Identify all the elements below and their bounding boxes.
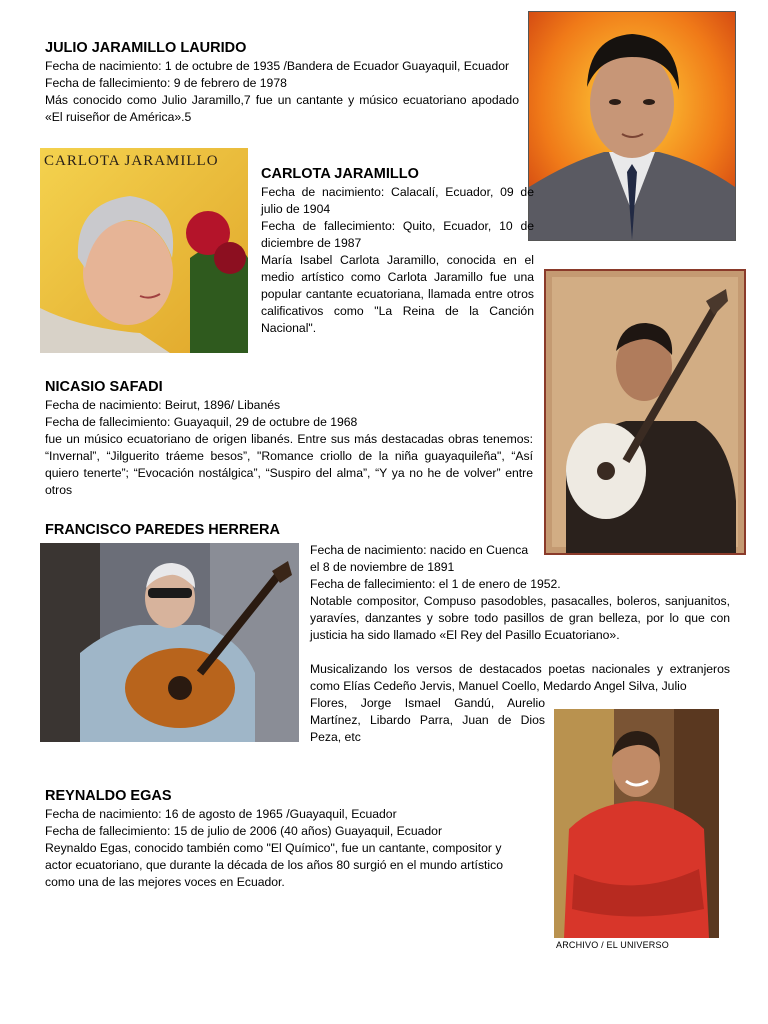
julio-name: JULIO JARAMILLO LAURIDO — [45, 40, 247, 56]
nicasio-photo — [546, 271, 744, 553]
francisco-photo — [40, 543, 299, 742]
section-carlota — [261, 166, 534, 337]
francisco-birth: Fecha de nacimiento: nacido en Cuenca el 8 de noviembre de 1891 — [310, 543, 529, 574]
nicasio-birth: Fecha de nacimiento: Beirut, 1896/ Libanés — [45, 398, 281, 412]
carlota-birth: Fecha de nacimiento: Calacalí, Ecuador, 09 de julio de 1904 — [261, 185, 534, 216]
carlota-bio: María Isabel Carlota Jaramillo, conocida en el medio artístico como Carlota Jaramillo fue una popular cantante ecuatoriana, llamada entre otros calificativos como "La Reina de la Canción Nacional". — [261, 253, 534, 335]
reynaldo-birth: Fecha de nacimiento: 16 de agosto de 1965 /Guayaquil, Ecuador — [45, 807, 397, 821]
section-julio — [45, 40, 519, 126]
reynaldo-name: REYNALDO EGAS — [45, 788, 172, 804]
carlota-name: CARLOTA JARAMILLO — [261, 166, 419, 182]
julio-death: Fecha de fallecimiento: 9 de febrero de 1978 — [45, 76, 287, 90]
reynaldo-death: Fecha de fallecimiento: 15 de julio de 2006 (40 años) Guayaquil, Ecuador — [45, 824, 443, 838]
nicasio-bio: fue un músico ecuatoriano de origen libanés. Entre sus más destacadas obras tenemos: “Invernal”, “Jilguerito tráeme besos”, "Romance criollo de la niña guayaquileña", “Así quiero tenerte”; “Evocación nostálgica”, “Suspiro del alma”, “Y ya no he de volver” entre otros — [45, 432, 533, 497]
reynaldo-photo — [554, 709, 719, 938]
carlota-photo-text: CARLOTA JARAMILLO — [44, 153, 219, 169]
carlota-photo — [40, 148, 248, 353]
francisco-name: FRANCISCO PAREDES HERRERA — [45, 522, 280, 538]
francisco-bio2a: Musicalizando los versos de destacados poetas nacionales y extranjeros como Elías Cedeño Jervis, Manuel Coello, Medardo Angel Silva, Julio — [310, 662, 730, 693]
reynaldo-photo-caption: ARCHIVO / EL UNIVERSO — [556, 940, 669, 950]
francisco-death: Fecha de fallecimiento: el 1 de enero de 1952. — [310, 577, 561, 591]
julio-photo — [529, 12, 735, 240]
francisco-bio2b: Flores, Jorge Ismael Gandú, Aurelio Martínez, Libardo Parra, Juan de Dios Peza, etc — [310, 696, 545, 744]
section-nicasio — [45, 379, 533, 499]
julio-bio: Más conocido como Julio Jaramillo,7 fue un cantante y músico ecuatoriano apodado «El ruiseñor de América».5 — [45, 93, 519, 124]
carlota-death: Fecha de fallecimiento: Quito, Ecuador, 10 de diciembre de 1987 — [261, 219, 534, 250]
francisco-bio: Notable compositor, Compuso pasodobles, pasacalles, boleros, sanjuanitos, yaravíes, danzantes y sobre todo pasillos de gran belleza, por lo que con justicia ha sido llamado «El Rey del Pasillo Ecuatoriano». — [310, 594, 730, 642]
julio-birth: Fecha de nacimiento: 1 de octubre de 1935 /Bandera de Ecuador Guayaquil, Ecuador — [45, 59, 510, 73]
reynaldo-bio: Reynaldo Egas, conocido también como "El Químico", fue un cantante, compositor y actor ecuatoriano, que durante la década de los años 80 surgió en el mundo artístico como una de las mejores voces en Ecuador. — [45, 841, 504, 889]
nicasio-name: NICASIO SAFADI — [45, 379, 163, 395]
section-reynaldo — [45, 788, 525, 891]
nicasio-death: Fecha de fallecimiento: Guayaquil, 29 de octubre de 1968 — [45, 415, 358, 429]
